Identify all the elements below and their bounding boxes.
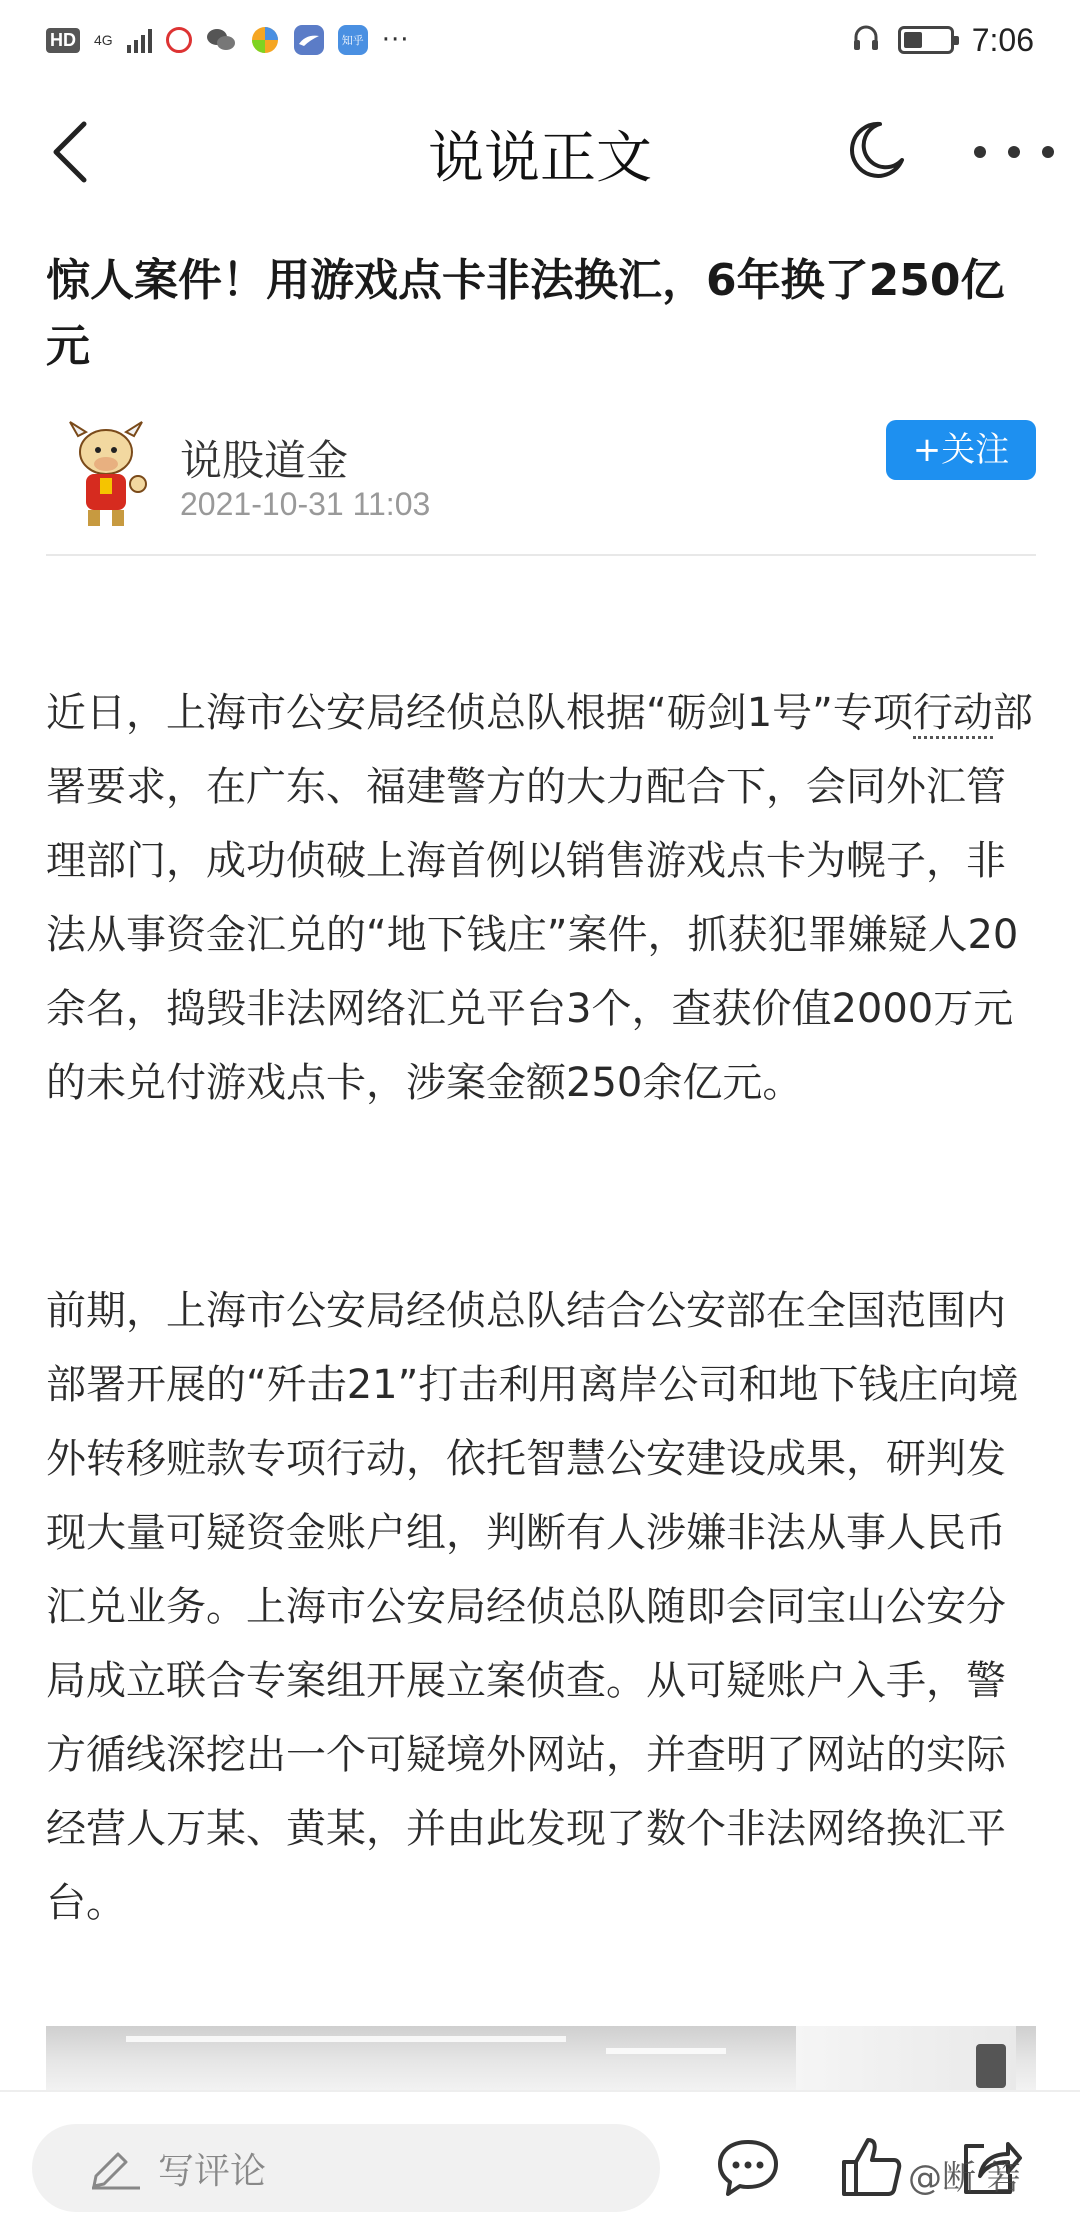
more-icon-dot	[1042, 146, 1054, 158]
comment-input[interactable]	[32, 2124, 660, 2212]
comment-icon	[712, 2132, 784, 2204]
night-mode-button[interactable]	[840, 114, 912, 186]
watermark: @断 箬	[908, 2158, 1021, 2198]
bird-app-icon	[294, 25, 324, 55]
article-image[interactable]	[46, 2026, 1036, 2090]
headphone-icon	[852, 23, 880, 57]
network-type: 4G	[94, 32, 113, 48]
more-icon-dot	[1008, 146, 1020, 158]
page-title: 说说正文	[428, 126, 652, 191]
author-avatar[interactable]	[56, 418, 156, 530]
like-button[interactable]	[836, 2132, 908, 2204]
status-left	[46, 25, 409, 55]
nav-bar	[0, 80, 1080, 220]
author-row	[46, 418, 1036, 558]
status-bar	[0, 0, 1080, 80]
article-paragraph-1	[46, 676, 1038, 1120]
comment-button[interactable]	[712, 2132, 784, 2204]
author-name[interactable]: 说股道金	[180, 436, 349, 485]
paragraph-text: 近日，上海市公安局经侦总队根据“砺剑1号”专项	[46, 690, 913, 736]
wechat-icon	[206, 25, 236, 55]
battery-icon	[898, 26, 954, 54]
article-title: 惊人案件！用游戏点卡非法换汇，6年换了250亿元	[46, 255, 1005, 372]
hd-badge: HD	[46, 28, 80, 53]
follow-button[interactable]: +关注	[886, 420, 1036, 480]
more-icon-dot	[974, 146, 986, 158]
more-notifications: ···	[381, 25, 410, 55]
app-notification-icon	[166, 27, 192, 53]
colorful-app-icon	[250, 25, 280, 55]
zhihu-icon: 知乎	[338, 25, 368, 55]
comment-placeholder: 写评论	[158, 2150, 267, 2192]
more-button[interactable]	[974, 124, 1054, 180]
clock: 7:06	[971, 21, 1034, 58]
header-divider	[46, 554, 1036, 556]
article-paragraph-2: 前期，上海市公安局经侦总队结合公安部在全国范围内部署开展的“歼击21”打击利用离岸公司和地下钱庄向境外转移赃款专项行动，依托智慧公安建设成果，研判发现大量可疑资金账户组，判断有人涉嫌非法从事人民币汇兑业务。上海市公安局经侦总队随即会同宝山公安分局成立联合专案组开展立案侦查。从可疑账户入手，警方循线深挖出一个可疑境外网站，并查明了网站的实际经营人万某、黄某，并由此发现了数个非法网络换汇平台。	[46, 1288, 1019, 1926]
keyword-link[interactable]: 行动	[913, 690, 993, 739]
pen-icon	[88, 2146, 144, 2190]
light-fixture	[976, 2044, 1006, 2088]
signal-icon	[127, 27, 152, 53]
status-right	[852, 22, 1034, 59]
moon-icon	[840, 114, 912, 186]
like-icon	[836, 2132, 908, 2204]
publish-date: 2021-10-31 11:03	[180, 486, 431, 522]
paragraph-text: 部署要求，在广东、福建警方的大力配合下，会同外汇管理部门，成功侦破上海首例以销售游戏点卡为幌子，非法从事资金汇兑的“地下钱庄”案件，抓获犯罪嫌疑人20余名，捣毁非法网络汇兑平台3个，查获价值2000万元的未兑付游戏点卡，涉案金额250余亿元。	[46, 690, 1033, 1106]
